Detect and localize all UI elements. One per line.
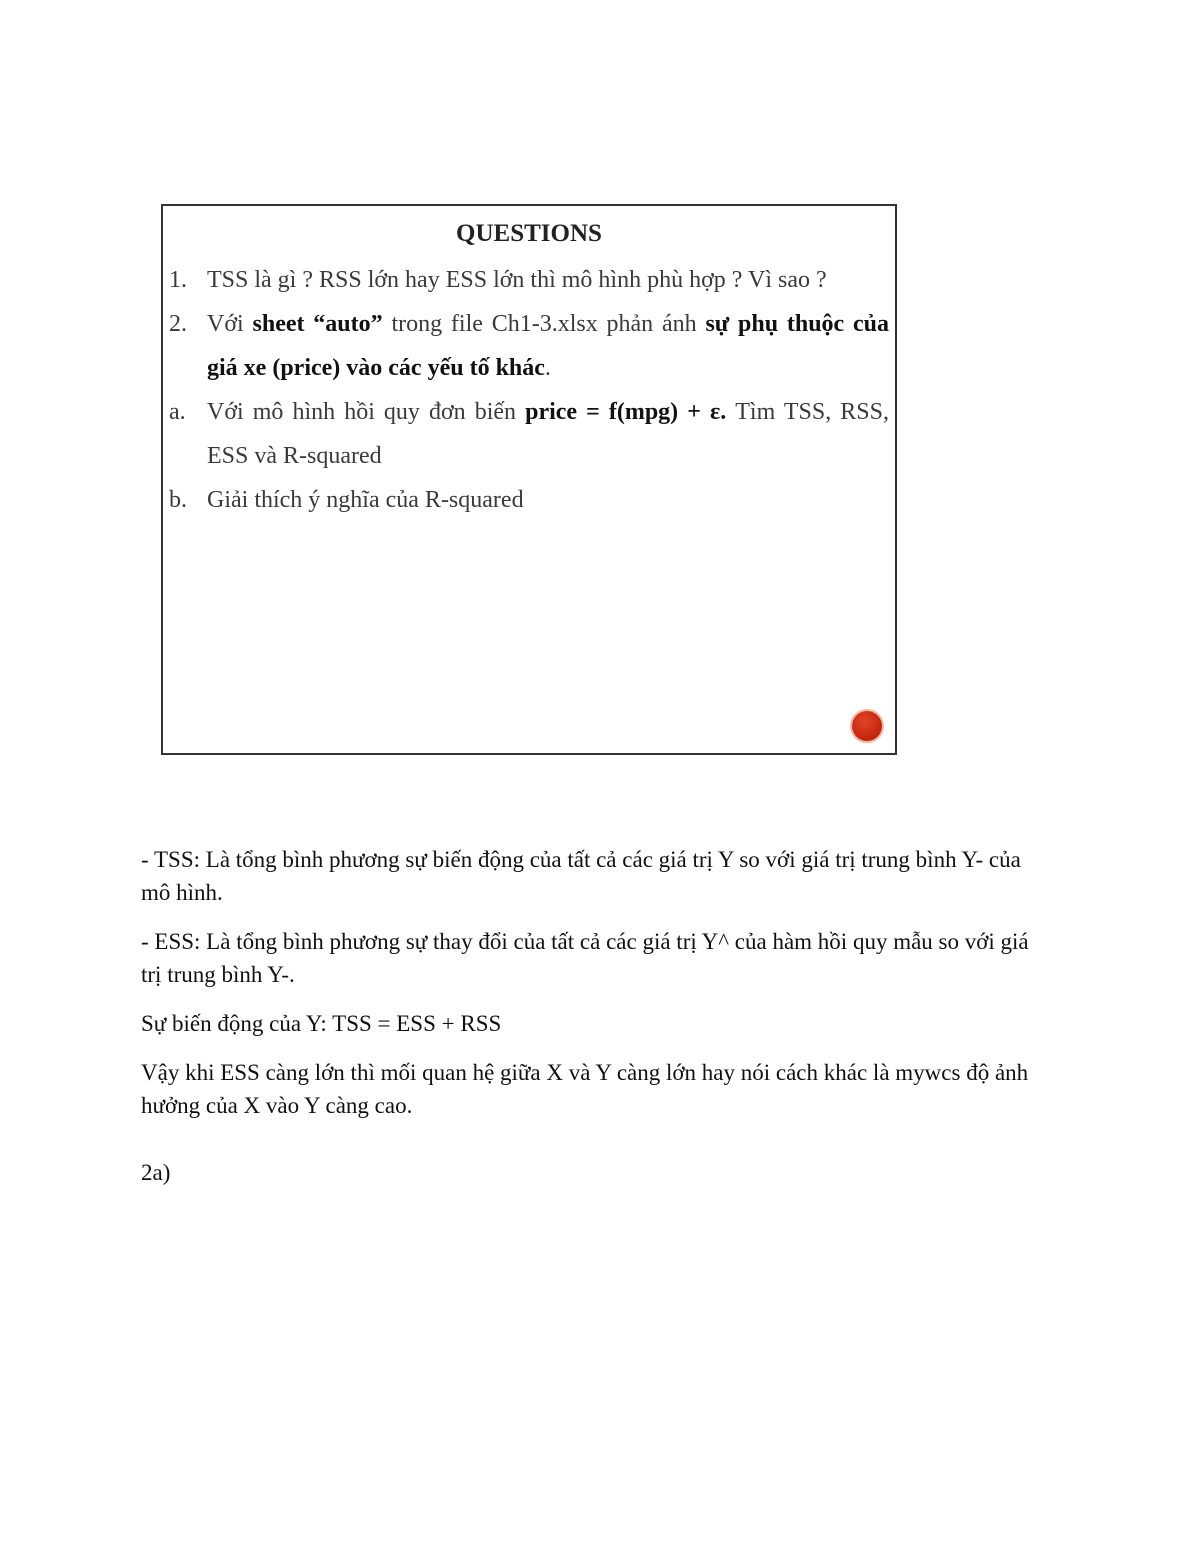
question-2a-text-part: Với mô hình hồi quy đơn biến: [207, 399, 526, 425]
question-2a-text: [207, 390, 889, 478]
question-2b-marker: b.: [169, 487, 187, 513]
question-2a-marker: a.: [169, 399, 186, 425]
question-2-bold-dependence: sự phụ thuộc của giá xe (price) vào các yếu tố khác: [207, 311, 890, 381]
question-2a-text-part: Tìm TSS, RSS, ESS và R-squared: [207, 399, 889, 469]
answer-variation-formula: Sự biến động của Y: TSS = ESS + RSS: [141, 1011, 502, 1036]
question-2-text-part: Với: [207, 311, 253, 337]
question-2-text-part: .: [544, 355, 551, 381]
red-dot-icon: [852, 711, 882, 741]
question-1-text: TSS là gì ? RSS lớn hay ESS lớn thì mô hình phù hợp ? Vì sao ?: [207, 267, 827, 293]
section-label-2a: 2a): [141, 1160, 171, 1185]
question-2: [169, 302, 889, 390]
answer-tss: - TSS: Là tổng bình phương sự biến động của tất cả các giá trị Y so với giá trị trung bình Y- của mô hình.: [141, 847, 1021, 905]
answer-ess: - ESS: Là tổng bình phương sự thay đổi của tất cả các giá trị Y^ của hàm hồi quy mẫu so với giá trị trung bình Y-.: [141, 929, 1029, 987]
question-2-text: [207, 302, 889, 390]
answer-conclusion: Vậy khi ESS càng lớn thì mối quan hệ giữa X và Y càng lớn hay nói cách khác là mywcs độ ảnh hưởng của X vào Y càng cao.: [141, 1060, 1029, 1118]
question-2b: [169, 478, 889, 522]
answer-text: [141, 843, 1053, 1138]
question-2-text-part: trong file Ch1-3.xlsx phản ánh: [382, 311, 706, 337]
question-2-bold-sheet: sheet “auto”: [252, 311, 383, 337]
question-2a: [169, 390, 889, 478]
question-1-marker: 1.: [169, 267, 187, 293]
question-2b-text: Giải thích ý nghĩa của R-squared: [207, 487, 524, 513]
question-2-marker: 2.: [169, 311, 187, 337]
question-2a-bold-model: price = f(mpg) + ε.: [525, 399, 727, 425]
question-1: [169, 258, 889, 302]
slide-title: QUESTIONS: [456, 220, 602, 247]
question-slide: [161, 204, 897, 755]
